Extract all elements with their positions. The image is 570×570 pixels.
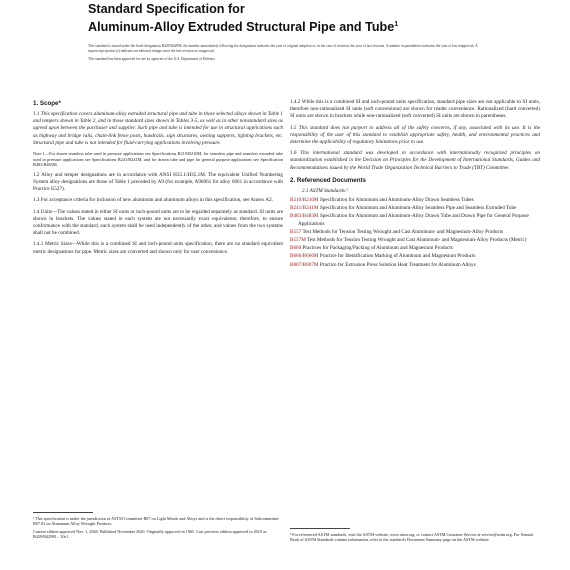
reference-title: Specification for Aluminum and Aluminum-Alloy Drawn Tube and Drawn Pipe for General Purpose Applications (298, 213, 529, 227)
right-footnote-rule (290, 528, 350, 529)
reference-code-link[interactable]: B557M (290, 237, 306, 244)
reference-item (290, 237, 540, 244)
right-column (290, 99, 540, 270)
paragraph-1-1: 1.1 This specification covers aluminum-alloy extruded structural pipe and tube in those selected alloys shown in Table 1 and tempers shown in Table 2, and in those standard sizes shown in Tables 3-5, as well as in other nonstandard sizes as agreed upon between the purchaser and supplier. Such pipe and tube is intended for use in structural applications such as highway and bridge rails, chain-link fence posts, handrails, sign structures, awning supports, lighting brackets, etc. Structural pipe and tube is not intended for fluid-carrying applications involving pressure. (33, 111, 283, 146)
paragraph-1-3: 1.3 For acceptance criteria for inclusion of new aluminum and aluminum alloys in this specification, see Annex A2. (33, 197, 274, 204)
reference-code-link[interactable]: B241/B241M (290, 205, 319, 212)
document-title (88, 2, 528, 35)
title-footnote-marker: 1 (394, 21, 399, 28)
dod-approval-text: This standard has been approved for use by agencies of the U.S. Department of Defense. (88, 57, 216, 61)
paragraph-1-6: 1.6 This international standard was developed in accordance with internationally recognized principles on standardization established in the Decision on Principles for the Development of International Standards, Guides and Recommendations issued by the World Trade Organization Technical Barriers to Trade (TBT) Committee. (290, 150, 540, 171)
reference-title: Test Methods for Tension Testing Wrought and Cast Aluminum- and Magnesium-Alloy Products (Metric) (305, 237, 527, 244)
title-line-2-text: Aluminum-Alloy Extruded Structural Pipe and Tube (88, 20, 395, 35)
reference-code-link[interactable]: B557 (290, 228, 302, 235)
reference-title: Specification for Aluminum and Aluminum-Alloy Seamless Pipe and Seamless Extruded Tube (318, 205, 517, 212)
scope-heading: 1. Scope* (33, 100, 61, 107)
reference-title: Test Methods for Tension Testing Wrought and Cast Aluminum- and Magnesium-Alloy Products (301, 228, 504, 235)
paragraph-1-4: 1.4 Units—The values stated in either SI units or inch-pound units are to be regarded separately as standard. SI units are shown in brackets. The values stated in each system are not necessarily exact equivalents; therefore, to ensure conformance with the standard, each system shall be used independently of the other, and values from the two systems shall not be combined. (33, 208, 283, 237)
footnote-edition: Current edition approved Nov. 1, 2020. Published November 2020. Originally approved in 1965. Last previous edition approved in 2010 as B429/B429M – 10ε1. (33, 528, 267, 540)
title-line-2 (88, 17, 528, 35)
reference-code-link[interactable]: B666/B666M (290, 253, 319, 260)
reference-item (290, 213, 540, 227)
designation-notice-text: This standard is issued under the fixed designation B429/B429M; the number immediately following the designation indicates the year of original adoption or, in the case of revision, the year of last revision. A number in parentheses indicates the year of last reapproval. A superscript epsilon (ε) indicates an editorial change since the last revision or reapproval. (88, 44, 478, 53)
reference-code-link[interactable]: B210/B210M (290, 197, 319, 204)
left-footnotes (33, 516, 283, 542)
reference-title: Specification for Aluminum and Aluminum-Alloy Drawn Seamless Tubes (318, 197, 474, 204)
paragraph-1-2: 1.2 Alloy and temper designations are in accordance with ANSI H35.1/H35.1M. The equivalent Unified Numbering System alloy designations are those of Table 1 preceded by A9 (for example, A96061 for alloy 6061 in accordance with Practice E527). (33, 171, 283, 193)
reference-title: Practice for Identification Marking of Aluminum and Magnesium Products (318, 253, 476, 260)
reference-title: Practices for Packaging/Packing of Aluminum and Magnesium Products (301, 245, 453, 252)
footnote-1: ¹ This specification is under the jurisdiction of ASTM Committee B07 on Light Metals and Alloys and is the direct responsibility of Subcommittee B07.03 on Aluminum Alloy Wrought Products. (33, 516, 279, 527)
reference-code-link[interactable]: B807/B807M (290, 261, 319, 268)
reference-item (290, 253, 540, 260)
left-column (33, 99, 283, 260)
reference-item (290, 245, 540, 252)
reference-code-link[interactable]: B660 (290, 245, 302, 252)
reference-item (290, 262, 540, 269)
designation-notice (88, 44, 488, 65)
reference-item (290, 205, 540, 212)
reference-title: Practice for Extrusion Press Solution Heat Treatment for Aluminum Alloys (318, 261, 476, 268)
astm-standards-subheading: 2.1 ASTM Standards:² (302, 187, 349, 194)
reference-item (290, 197, 540, 204)
title-line-1: Standard Specification for (88, 2, 245, 16)
reference-item (290, 229, 540, 236)
reference-list (290, 197, 540, 269)
note-1: Note 1—For drawn seamless tube used in pressure applications see Specifications B210/B210M, for seamless pipe and seamless extruded tube used in pressure applications see Specifications B241/B241M, and for drawn tube and pipe for general purpose applications see Specification B483/B483M. (33, 151, 283, 168)
paragraph-1-5: 1.5 This standard does not purport to address all of the safety concerns, if any, associated with its use. It is the responsibility of the user of this standard to establish appropriate safety, health, and environmental practices and determine the applicability of regulatory limitations prior to use. (290, 124, 540, 146)
reference-code-link[interactable]: B483/B483M (290, 213, 319, 220)
right-footnotes (290, 532, 540, 545)
footnote-2: ² For referenced ASTM standards, visit the ASTM website, www.astm.org, or contact ASTM Customer Service at service@astm.org. For Annual Book of ASTM Standards volume information, refer to the standard's Document Summary page on the ASTM website. (290, 532, 533, 543)
left-footnote-rule (33, 512, 93, 513)
paragraph-1-4-1: 1.4.1 Metric Sizes—While this is a combined SI and inch-pound units specification, there are no standard equivalent metric designations for pipe. Metric sizes are converted and shown only for user convenience. (33, 241, 283, 255)
referenced-documents-heading: 2. Referenced Documents (290, 176, 366, 184)
paragraph-1-4-2: 1.4.2 While this is a combined SI and inch-pound units specification, standard pipe sizes are not applicable to SI units, therefore non-rationalized SI units (soft conversions) are shown for reader convenience. Rationalized (hard converted) SI units are shown in brackets while non-rationalized (soft converted) SI units are shown in parentheses. (290, 99, 540, 120)
